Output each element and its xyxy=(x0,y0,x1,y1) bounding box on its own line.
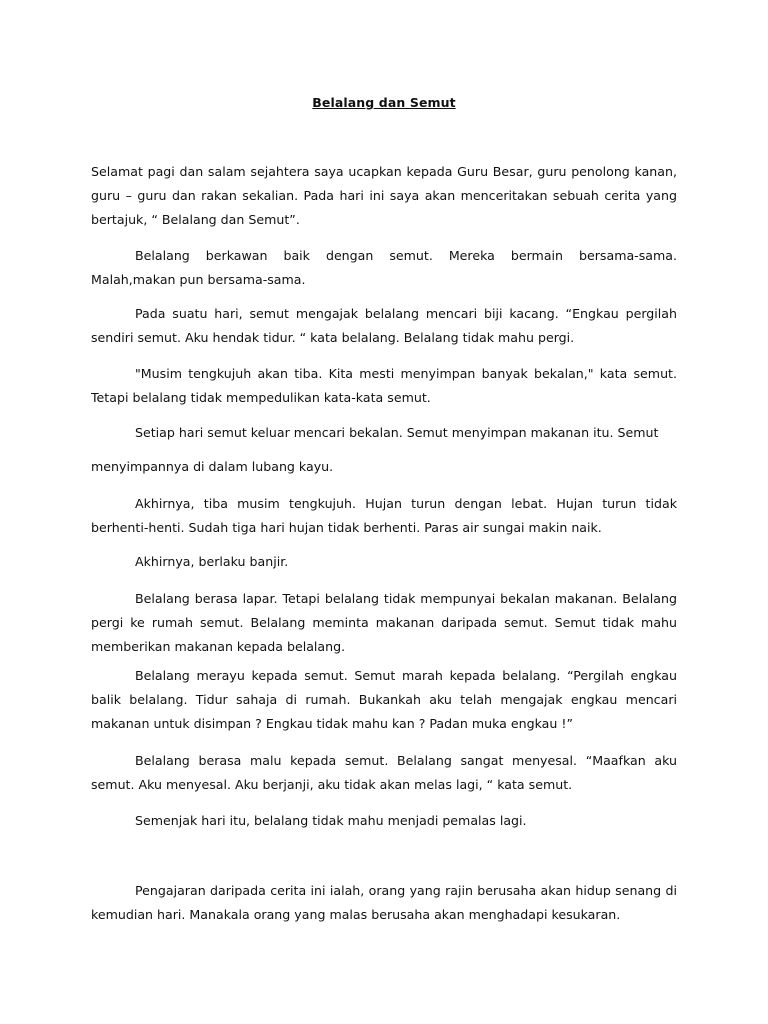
paragraph-8: Akhirnya, berlaku banjir. xyxy=(135,554,289,569)
paragraph-2: Belalang berkawan baik dengan semut. Mereka bermain bersama-sama. Malah,makan pun bersama-sama. xyxy=(91,248,677,287)
paragraph-9: Belalang berasa lapar. Tetapi belalang tidak mempunyai bekalan makanan. Belalang pergi ke rumah semut. Belalang meminta makanan daripada semut. Semut tidak mahu memberikan makanan kepada belalang. xyxy=(91,591,677,654)
paragraph-intro: Selamat pagi dan salam sejahtera saya ucapkan kepada Guru Besar, guru penolong kanan, guru – guru dan rakan sekalian. Pada hari ini saya akan menceritakan sebuah cerita yang bertajuk, “ Belalang dan Semut”. xyxy=(91,164,677,227)
document-title: Belalang dan Semut xyxy=(312,95,456,110)
paragraph-6: menyimpannya di dalam lubang kayu. xyxy=(91,459,334,474)
paragraph-12: Semenjak hari itu, belalang tidak mahu menjadi pemalas lagi. xyxy=(135,813,527,828)
paragraph-10: Belalang merayu kepada semut. Semut marah kepada belalang. “Pergilah engkau balik belalang. Tidur sahaja di rumah. Bukankah aku telah mengajak engkau mencari makanan untuk disimpan ? Engkau tidak mahu kan ? Padan muka engkau !” xyxy=(91,668,677,731)
paragraph-moral: Pengajaran daripada cerita ini ialah, orang yang rajin berusaha akan hidup senang di kemudian hari. Manakala orang yang malas berusaha akan menghadapi kesukaran. xyxy=(91,883,677,922)
paragraph-4: "Musim tengkujuh akan tiba. Kita mesti menyimpan banyak bekalan," kata semut. Tetapi belalang tidak mempedulikan kata-kata semut. xyxy=(91,366,677,405)
paragraph-5: Setiap hari semut keluar mencari bekalan. Semut menyimpan makanan itu. Semut xyxy=(135,425,659,440)
paragraph-3: Pada suatu hari, semut mengajak belalang mencari biji kacang. “Engkau pergilah sendiri semut. Aku hendak tidur. “ kata belalang. Belalang tidak mahu pergi. xyxy=(91,306,677,345)
paragraph-7: Akhirnya, tiba musim tengkujuh. Hujan turun dengan lebat. Hujan turun tidak berhenti-henti. Sudah tiga hari hujan tidak berhenti. Paras air sungai makin naik. xyxy=(91,496,677,535)
paragraph-11: Belalang berasa malu kepada semut. Belalang sangat menyesal. “Maafkan aku semut. Aku menyesal. Aku berjanji, aku tidak akan melas lagi, “ kata semut. xyxy=(91,753,677,792)
